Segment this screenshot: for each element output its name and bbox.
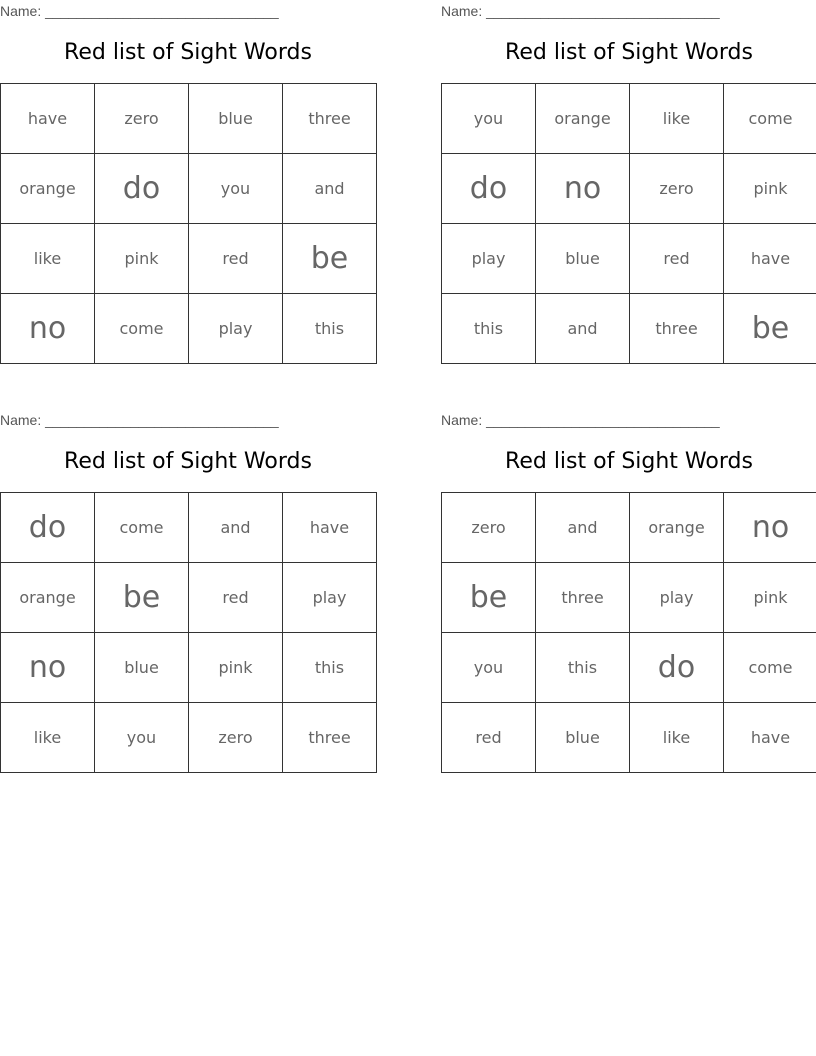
word-cell: no (1, 633, 95, 703)
word-cell: have (724, 703, 816, 773)
word-grid (0, 492, 377, 773)
grid-row (1, 294, 377, 364)
name-field-line: Name: ______________________________ (0, 412, 279, 428)
word-cell: play (630, 563, 724, 633)
word-cell: you (442, 633, 536, 703)
word-cell: come (95, 294, 189, 364)
word-cell: and (536, 493, 630, 563)
word-cell: come (724, 633, 816, 703)
word-cell: three (283, 703, 377, 773)
word-cell: pink (724, 154, 816, 224)
word-cell: pink (189, 633, 283, 703)
word-cell: have (283, 493, 377, 563)
word-cell: three (536, 563, 630, 633)
word-cell: this (283, 633, 377, 703)
word-cell: orange (1, 563, 95, 633)
word-cell: this (536, 633, 630, 703)
grid-row (442, 294, 816, 364)
word-cell: and (536, 294, 630, 364)
word-cell: blue (536, 703, 630, 773)
word-cell: be (442, 563, 536, 633)
grid-row (442, 154, 816, 224)
grid-row (442, 563, 816, 633)
word-cell: pink (95, 224, 189, 294)
word-cell: do (95, 154, 189, 224)
word-cell: red (189, 563, 283, 633)
word-cell: zero (630, 154, 724, 224)
grid-row (1, 633, 377, 703)
word-cell: zero (442, 493, 536, 563)
card-title: Red list of Sight Words (505, 40, 753, 65)
word-grid (441, 492, 816, 773)
name-field-line: Name: ______________________________ (441, 3, 720, 19)
word-cell: play (442, 224, 536, 294)
word-cell: do (442, 154, 536, 224)
word-cell: play (283, 563, 377, 633)
grid-row (442, 633, 816, 703)
word-cell: orange (1, 154, 95, 224)
grid-row (442, 703, 816, 773)
word-cell: do (630, 633, 724, 703)
word-cell: be (724, 294, 816, 364)
grid-row (1, 703, 377, 773)
name-field-line: Name: ______________________________ (0, 3, 279, 19)
word-cell: come (95, 493, 189, 563)
word-cell: have (724, 224, 816, 294)
grid-row (1, 493, 377, 563)
grid-row (1, 154, 377, 224)
word-grid (0, 83, 377, 364)
word-cell: no (724, 493, 816, 563)
word-cell: orange (536, 84, 630, 154)
word-cell: this (442, 294, 536, 364)
word-cell: zero (95, 84, 189, 154)
word-cell: you (442, 84, 536, 154)
word-cell: and (189, 493, 283, 563)
word-cell: orange (630, 493, 724, 563)
word-cell: like (1, 224, 95, 294)
word-cell: do (1, 493, 95, 563)
card-title: Red list of Sight Words (64, 40, 312, 65)
word-cell: like (630, 703, 724, 773)
grid-row (442, 224, 816, 294)
word-cell: be (283, 224, 377, 294)
word-cell: red (442, 703, 536, 773)
card-title: Red list of Sight Words (64, 449, 312, 474)
word-cell: red (189, 224, 283, 294)
word-cell: blue (189, 84, 283, 154)
word-cell: red (630, 224, 724, 294)
word-cell: no (536, 154, 630, 224)
word-cell: this (283, 294, 377, 364)
word-cell: three (283, 84, 377, 154)
card-title: Red list of Sight Words (505, 449, 753, 474)
grid-row (442, 493, 816, 563)
word-cell: come (724, 84, 816, 154)
word-cell: like (1, 703, 95, 773)
name-field-line: Name: ______________________________ (441, 412, 720, 428)
word-cell: like (630, 84, 724, 154)
word-cell: no (1, 294, 95, 364)
word-cell: play (189, 294, 283, 364)
word-grid (441, 83, 816, 364)
word-cell: be (95, 563, 189, 633)
word-cell: you (95, 703, 189, 773)
grid-row (442, 84, 816, 154)
word-cell: and (283, 154, 377, 224)
grid-row (1, 84, 377, 154)
grid-row (1, 224, 377, 294)
word-cell: zero (189, 703, 283, 773)
word-cell: blue (95, 633, 189, 703)
word-cell: pink (724, 563, 816, 633)
word-cell: three (630, 294, 724, 364)
word-cell: blue (536, 224, 630, 294)
grid-row (1, 563, 377, 633)
word-cell: have (1, 84, 95, 154)
word-cell: you (189, 154, 283, 224)
